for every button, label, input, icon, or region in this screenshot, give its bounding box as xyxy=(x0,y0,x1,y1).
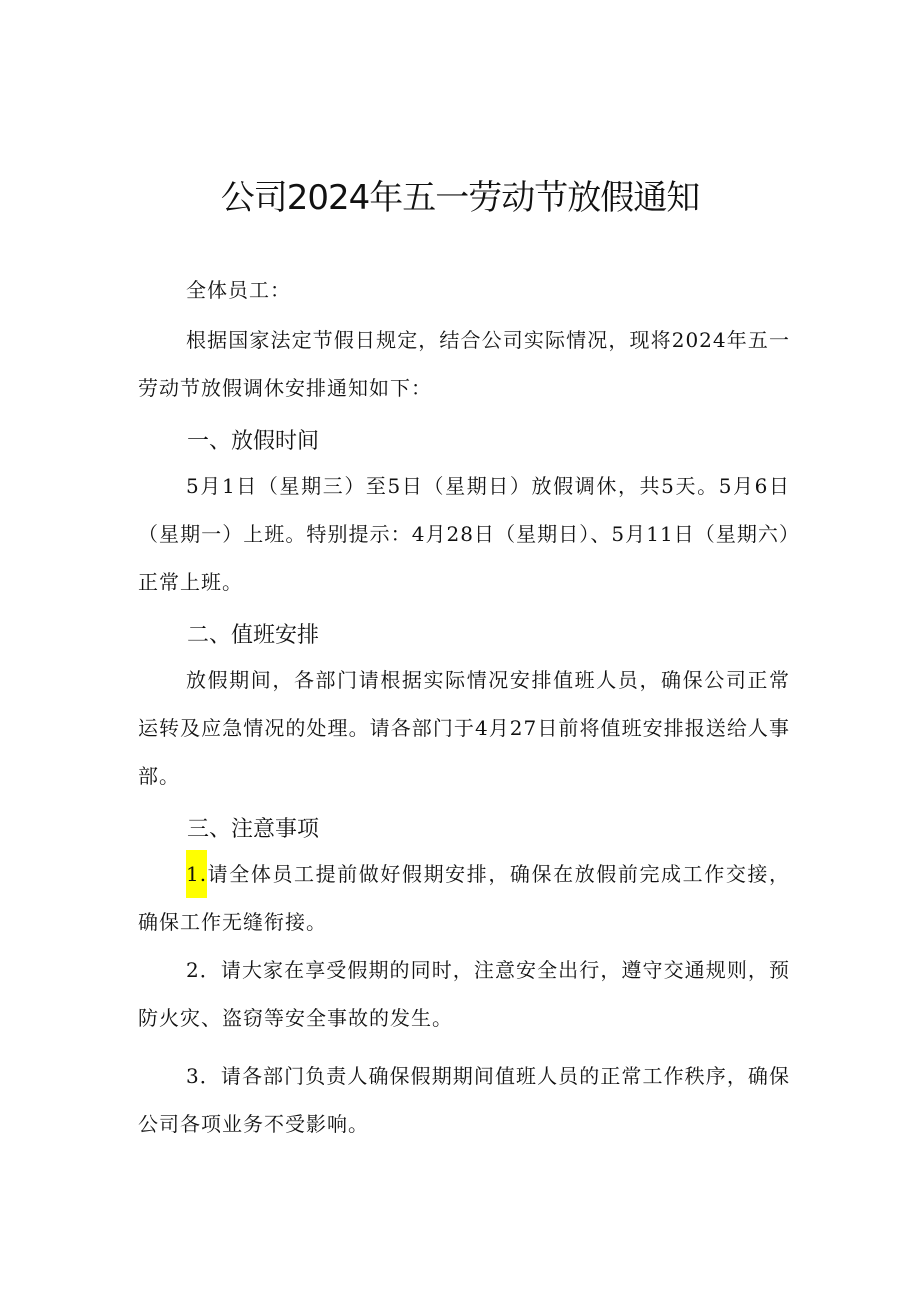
section-heading-notes: 三、注意事项 xyxy=(187,817,320,842)
notes-item xyxy=(138,1052,790,1148)
notes-item xyxy=(138,946,790,1042)
notes-item-text: 请大家在享受假期的同时，注意安全出行，遵守交通规则，预防火灾、盗窃等安全事故的发生。 xyxy=(138,958,790,1030)
section-heading-duty-arrangement: 二、值班安排 xyxy=(187,623,320,648)
notes-item-text: 请各部门负责人确保假期期间值班人员的正常工作秩序，确保公司各项业务不受影响。 xyxy=(138,1064,790,1136)
section-paragraph-holiday-time: 5月1日（星期三）至5日（星期日）放假调休，共5天。5月6日（星期一）上班。特别提示：4月28日（星期日）、5月11日（星期六）正常上班。 xyxy=(138,474,790,594)
item-number-highlight: 1. xyxy=(186,850,207,898)
intro-paragraph: 根据国家法定节假日规定，结合公司实际情况，现将2024年五一劳动节放假调休安排通知如下： xyxy=(138,328,790,400)
notes-item-text: 请全体员工提前做好假期安排，确保在放假前完成工作交接，确保工作无缝衔接。 xyxy=(138,862,790,934)
notes-item xyxy=(138,850,790,946)
document-title: 公司2024年五一劳动节放假通知 xyxy=(220,178,700,218)
item-number: 3． xyxy=(186,1064,221,1088)
item-number: 2． xyxy=(186,958,221,982)
section-paragraph-duty-arrangement: 放假期间，各部门请根据实际情况安排值班人员，确保公司正常运转及应急情况的处理。请各部门于4月27日前将值班安排报送给人事部。 xyxy=(138,668,790,788)
salutation: 全体员工： xyxy=(186,278,291,302)
section-heading-holiday-time: 一、放假时间 xyxy=(187,429,320,454)
